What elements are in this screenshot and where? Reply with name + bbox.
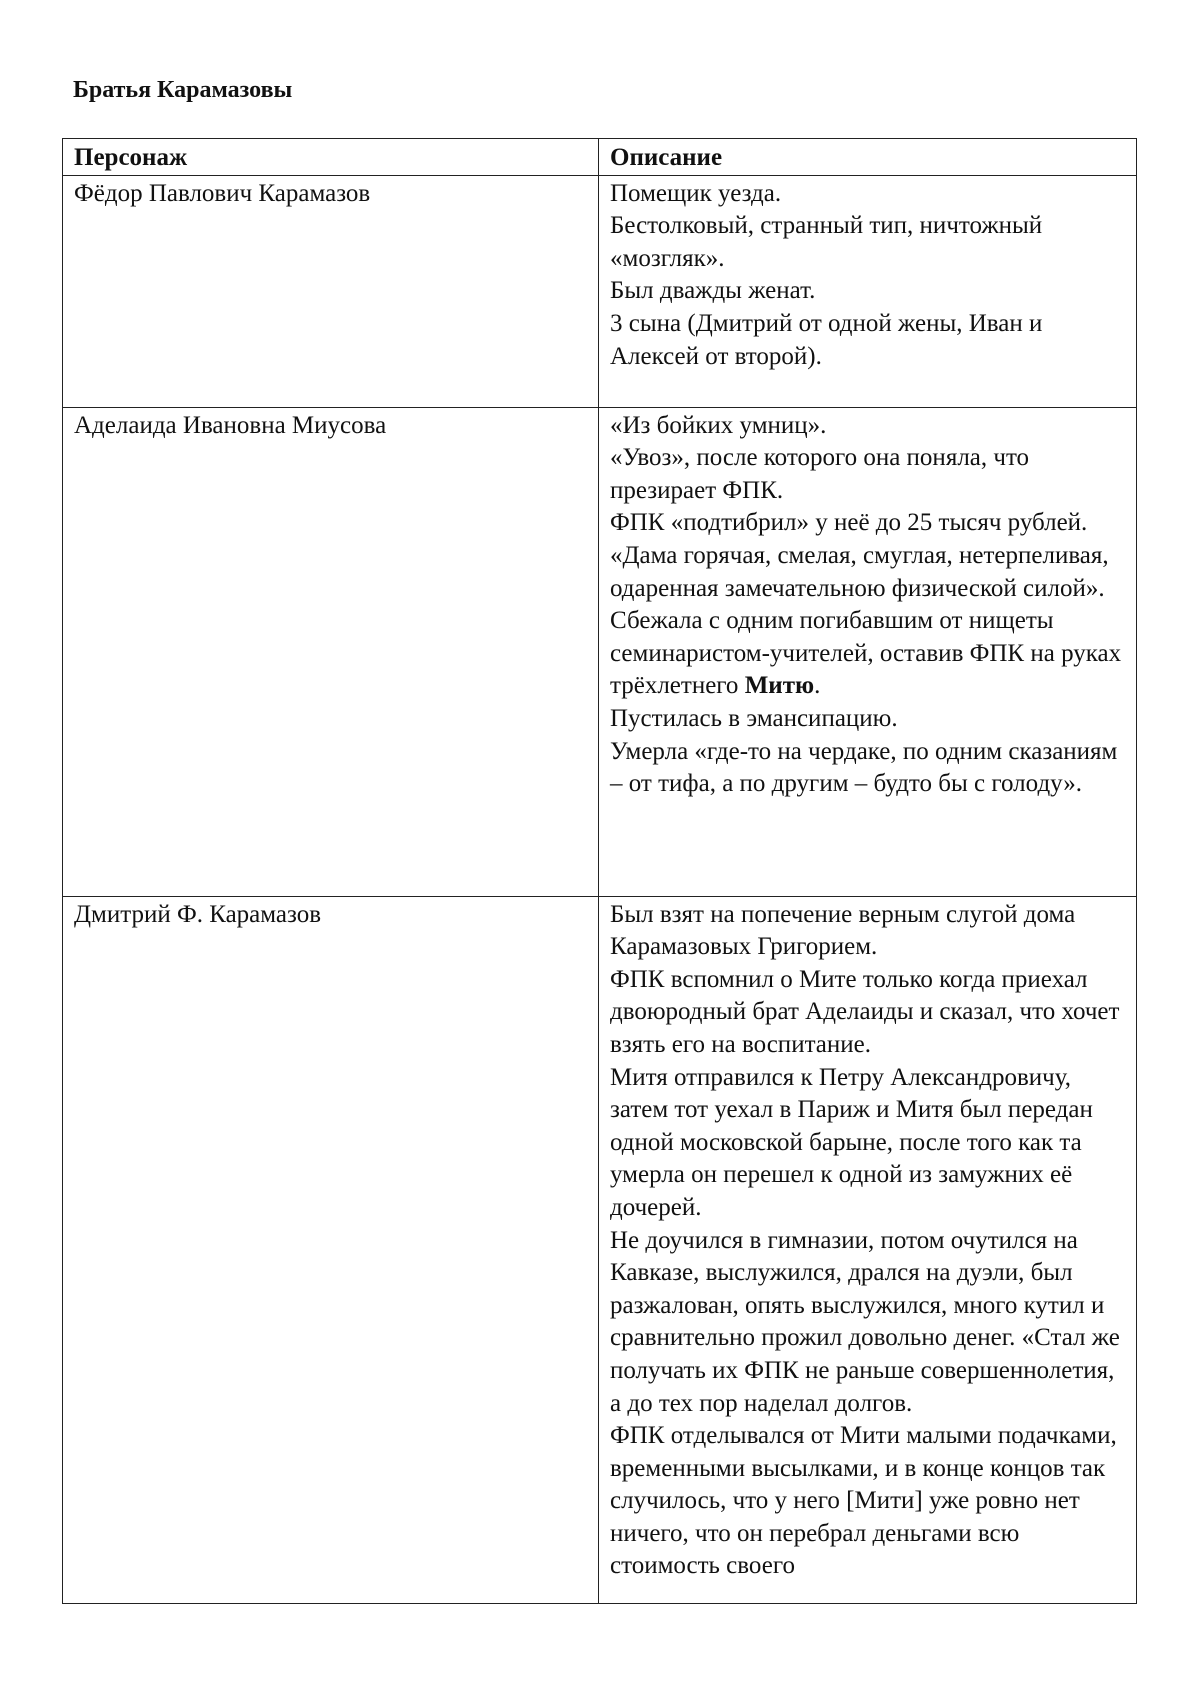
description-line: Митя отправился к Петру Александровичу, затем тот уехал в Париж и Митя был передан одной московской барыне, после того как та умерла он перешел к одной из замужних её дочерей. (610, 1063, 1093, 1221)
description-line: ФПК отделывался от Мити малыми подачками, временными высылками, и в конце концов так случилось, что у него [Мити] уже ровно нет ничего, что он перебрал деньгами всю стоимость своего (610, 1422, 1117, 1580)
description-line: «Дама горячая, смелая, смуглая, нетерпеливая, одаренная замечательною физической силой». (610, 541, 1109, 602)
description-line: Пустилась в эмансипацию. (610, 704, 898, 732)
description-line: Был дважды женат. (610, 277, 816, 305)
description-line: «Увоз», после которого она поняла, что презирает ФПК. (610, 444, 1030, 504)
character-name: Фёдор Павлович Карамазов (63, 175, 599, 407)
description-line: Не доучился в гимназии, потом очутился на Кавказе, выслужился, дрался на дуэли, был разжалован, опять выслужился, много кутил и сравнительно прожил довольно денег. «Стал же получать их ФПК не раньше совершеннолетия, а до тех пор наделал долгов. (610, 1226, 1120, 1417)
character-name: Аделаида Ивановна Миусова (63, 407, 599, 896)
description-text: . (814, 672, 821, 700)
character-description (599, 896, 1137, 1603)
description-line: Был взят на попечение верным слугой дома Карамазовых Григорием. (610, 900, 1076, 961)
character-name: Дмитрий Ф. Карамазов (63, 896, 599, 1603)
description-line: Умерла «где-то на чердаке, по одним сказаниям – от тифа, а по другим – будто бы с голоду». (610, 737, 1118, 798)
description-text: Сбежала с одним погибавшим от нищеты семинаристом-учителей, оставив ФПК на руках трёхлетнего (610, 607, 1122, 700)
description-line: «Из бойких умниц». (610, 411, 827, 439)
description-line (610, 605, 1128, 703)
header-description: Описание (599, 139, 1137, 176)
description-line: 3 сына (Дмитрий от одной жены, Иван и Алексей от второй). (610, 309, 1043, 370)
table-row (63, 407, 1137, 896)
character-description (599, 407, 1137, 896)
description-line: Помещик уезда. (610, 179, 782, 207)
characters-table (62, 138, 1137, 1604)
character-description (599, 175, 1137, 407)
table-row (63, 896, 1137, 1603)
bold-name: Митю (744, 672, 815, 700)
page-title: Братья Карамазовы (73, 77, 293, 103)
header-character: Персонаж (63, 139, 599, 176)
description-line: ФПК вспомнил о Мите только когда приехал двоюродный брат Аделаиды и сказал, что хочет взять его на воспитание. (610, 965, 1120, 1058)
description-line: ФПК «подтибрил» у неё до 25 тысяч рублей. (610, 509, 1088, 537)
table-header-row (63, 139, 1137, 176)
table-row (63, 175, 1137, 407)
description-line: Бестолковый, странный тип, ничтожный «мозгляк». (610, 212, 1043, 272)
